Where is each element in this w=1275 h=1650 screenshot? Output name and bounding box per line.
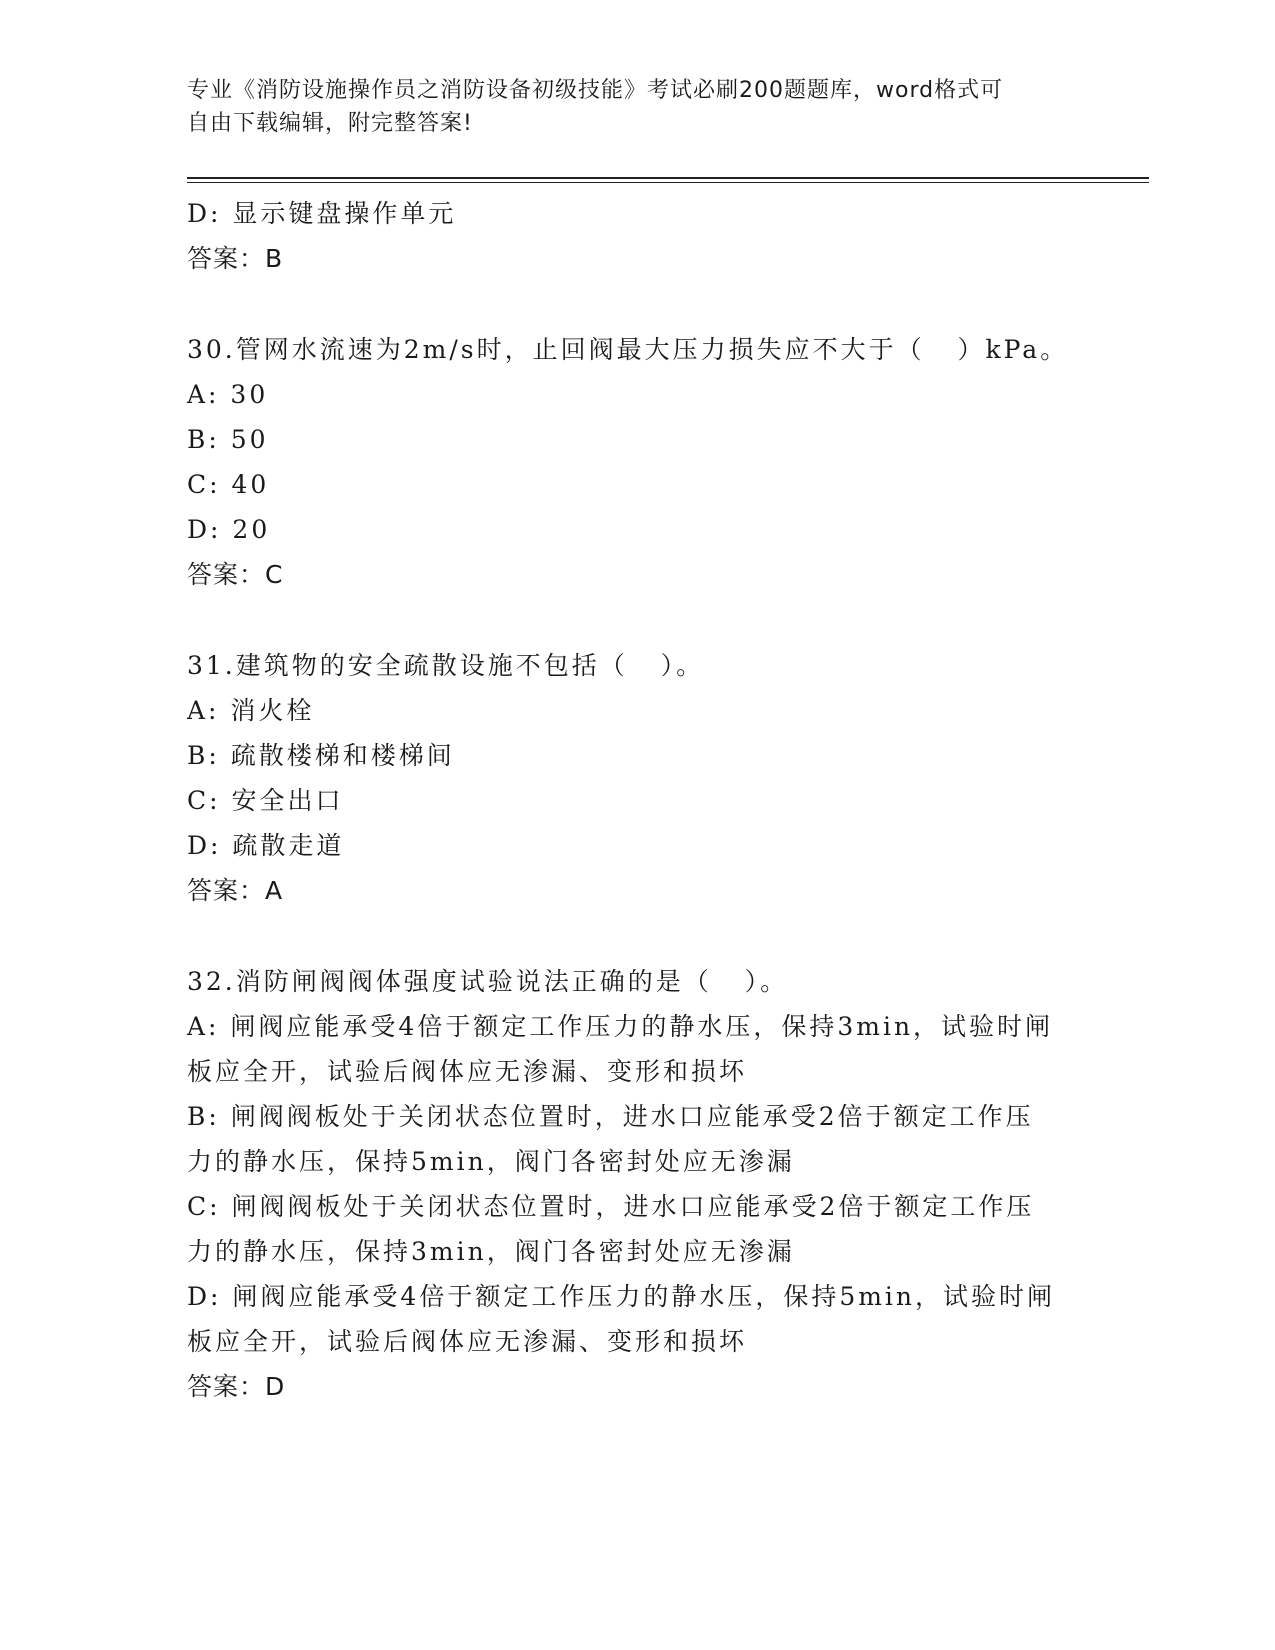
header-rule-thin — [187, 182, 1149, 183]
option-c — [187, 1184, 1087, 1274]
question-stem: 32.消防闸阀阀体强度试验说法正确的是（ ）。 — [187, 967, 789, 996]
option-b: B: 50 — [187, 425, 269, 454]
option-c-line-1: C: 闸阀阀板处于关闭状态位置时，进水口应能承受2倍于额定工作压 — [187, 1192, 1035, 1221]
option-d: D: 显示键盘操作单元 — [187, 199, 457, 228]
option-c: C: 安全出口 — [187, 786, 344, 815]
option-c-line-2: 力的静水压，保持3min，阀门各密封处应无渗漏 — [187, 1237, 795, 1266]
answer-line: 答案：A — [187, 876, 284, 905]
option-a — [187, 1004, 1087, 1094]
option-b-line-2: 力的静水压，保持5min，阀门各密封处应无渗漏 — [187, 1147, 795, 1176]
header-line-2: 自由下载编辑，附完整答案! — [187, 111, 473, 136]
option-b-line-1: B: 闸阀阀板处于关闭状态位置时，进水口应能承受2倍于额定工作压 — [187, 1102, 1034, 1131]
answer-line: 答案：C — [187, 560, 284, 589]
question-content — [187, 191, 1087, 1409]
option-b — [187, 1094, 1087, 1184]
question-31 — [187, 643, 1087, 913]
option-a: A: 消火栓 — [187, 696, 315, 725]
option-a: A: 30 — [187, 380, 269, 409]
header-line-1: 专业《消防设施操作员之消防设备初级技能》考试必刷200题题库，word格式可 — [187, 78, 1004, 103]
option-c: C: 40 — [187, 470, 270, 499]
option-a-line-2: 板应全开，试验后阀体应无渗漏、变形和损坏 — [187, 1057, 748, 1086]
option-d — [187, 1274, 1087, 1364]
option-d-line-2: 板应全开，试验后阀体应无渗漏、变形和损坏 — [187, 1327, 748, 1356]
answer-line: 答案：B — [187, 244, 284, 273]
document-header — [187, 74, 1067, 140]
answer-line: 答案：D — [187, 1372, 286, 1401]
option-d-line-1: D: 闸阀应能承受4倍于额定工作压力的静水压，保持5min，试验时闸 — [187, 1282, 1056, 1311]
previous-question-tail — [187, 191, 1087, 281]
option-b: B: 疏散楼梯和楼梯间 — [187, 741, 455, 770]
option-d: D: 疏散走道 — [187, 831, 345, 860]
question-stem: 31.建筑物的安全疏散设施不包括（ ）。 — [187, 651, 705, 680]
option-d: D: 20 — [187, 515, 271, 544]
option-a-line-1: A: 闸阀应能承受4倍于额定工作压力的静水压，保持3min，试验时闸 — [187, 1012, 1054, 1041]
question-30 — [187, 327, 1087, 597]
question-32 — [187, 959, 1087, 1409]
header-rule-thick — [187, 177, 1149, 179]
question-stem: 30.管网水流速为2m/s时，止回阀最大压力损失应不大于（ ）kPa。 — [187, 335, 1069, 364]
